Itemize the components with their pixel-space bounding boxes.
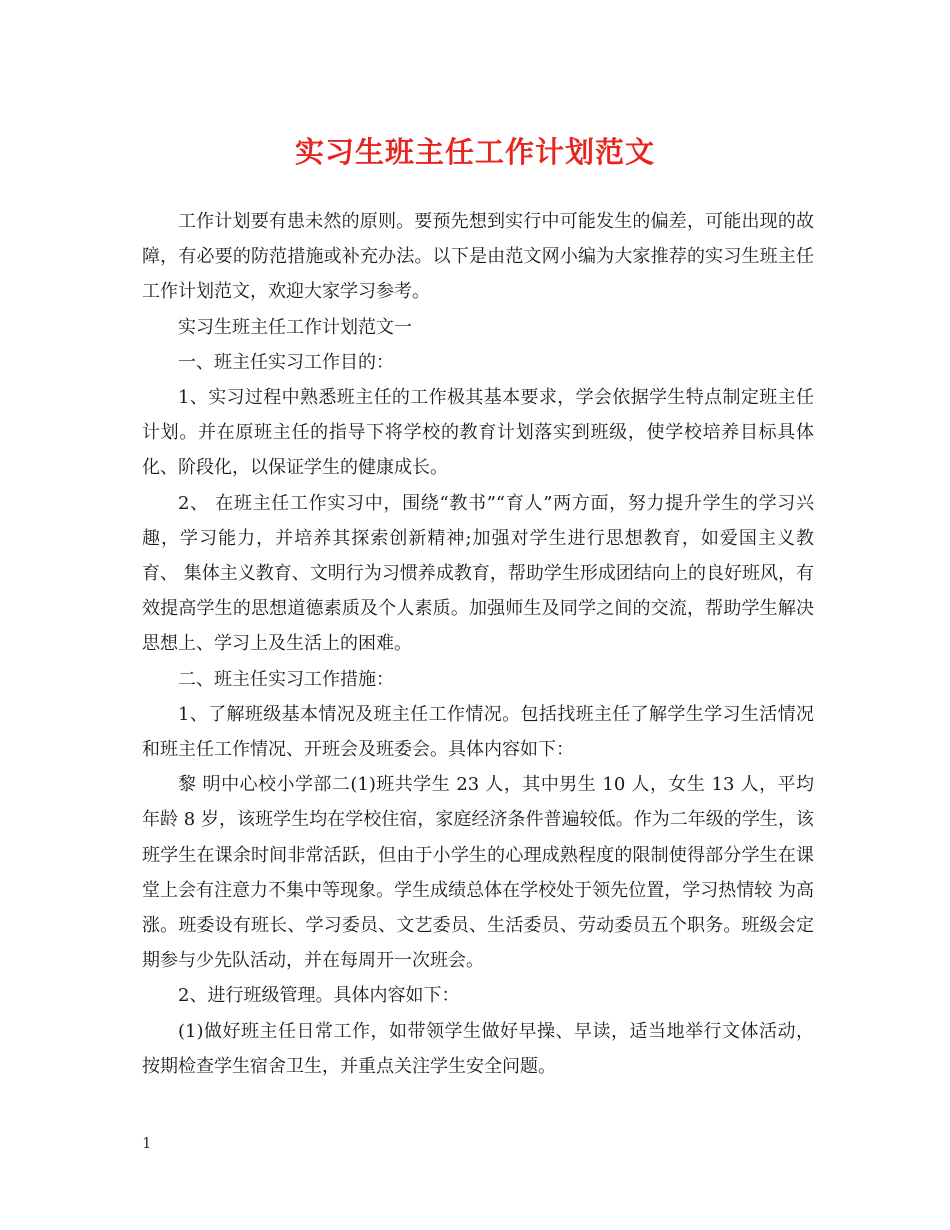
page-number: 1	[142, 1134, 152, 1152]
body-paragraph: 1、实习过程中熟悉班主任的工作极其基本要求，学会依据学生特点制定班主任计划。并在原班主任的指导下将学校的教育计划落实到班级，使学校培养目标具体化、阶段化，以保证学生的健康成长。	[142, 387, 814, 479]
body-paragraph: 2、 在班主任工作实习中，围绕“教书”“育人”两方面，努力提升学生的学习兴趣，学习能力，并培养其探索创新精神;加强对学生进行思想教育，如爱国主义教育、 集体主义教育、文明行为习惯养成教育，帮助学生形成团结向上的良好班风，有效提高学生的思想道德素质及个人素质。加强师生及同学之间的交流，帮助学生解决 思想上、学习上及生活上的困难。	[142, 492, 814, 655]
body-paragraph: 1、了解班级基本情况及班主任工作情况。包括找班主任了解学生学习生活情况和班主任工作情况、开班会及班委会。具体内容如下：	[142, 703, 814, 761]
section-heading: 实习生班主任工作计划范文一	[178, 316, 412, 338]
document-title: 实习生班主任工作计划范文	[294, 135, 655, 169]
body-paragraph: 黎 明中心校小学部二(1)班共学生 23 人，其中男生 10 人，女生 13 人，平均年龄 8 岁，该班学生均在学校住宿，家庭经济条件普遍较低。作为二年级的学生，该 班学生在课余时间非常活跃，但由于小学生的心理成熟程度的限制使得部分学生在课堂上会有注意力不集中等现象。学生成绩总体在学校处于领先位置，学习热情较 为高涨。班委设有班长、学习委员、文艺委员、生活委员、劳动委员五个职务。班级会定期参与少先队活动，并在每周开一次班会。	[142, 774, 814, 972]
subsection-heading: 一、班主任实习工作目的：	[178, 351, 394, 373]
subsection-heading: 二、班主任实习工作措施：	[178, 668, 394, 690]
intro-paragraph: 工作计划要有患未然的原则。要预先想到实行中可能发生的偏差，可能出现的故障，有必要的防范措施或补充办法。以下是由范文网小编为大家推荐的实习生班主任工作计划范文，欢迎大家学习参考。	[142, 211, 814, 303]
body-paragraph: (1)做好班主任日常工作，如带领学生做好早操、早读，适当地举行文体活动，按期检查学生宿舍卫生，并重点关注学生安全问题。	[142, 1020, 814, 1077]
document-body	[142, 204, 814, 1084]
body-paragraph: 2、进行班级管理。具体内容如下：	[178, 985, 460, 1007]
